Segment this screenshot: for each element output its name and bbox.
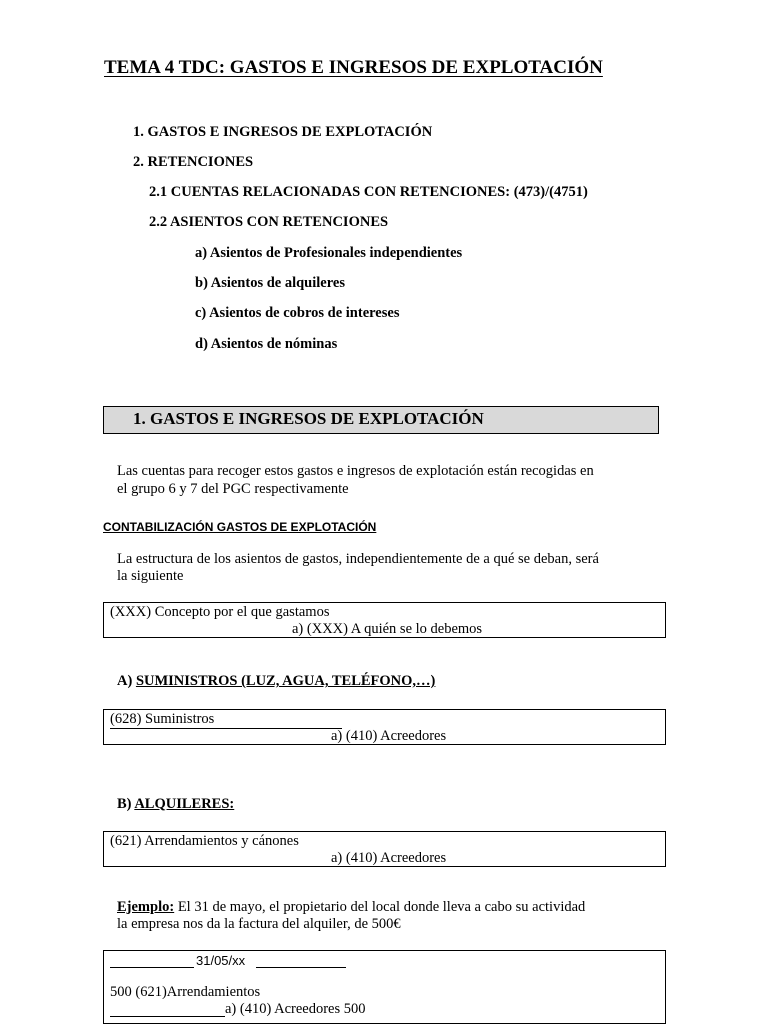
suministros-prefix: A) [117,673,136,689]
contabilizacion-heading: CONTABILIZACIÓN GASTOS DE EXPLOTACIÓN [103,520,377,534]
suministros-credit: a) (410) Acreedores [331,728,447,744]
toc-item-2-2: 2.2 ASIENTOS CON RETENCIONES [149,214,389,230]
generic-entry-credit: a) (XXX) A quién se lo debemos [292,621,483,637]
alquileres-debit: (621) Arrendamientos y cánones [110,833,299,849]
generic-entry-box [103,602,666,638]
intro-line-1: Las cuentas para recoger estos gastos e ingresos de explotación están recogidas en [117,463,594,479]
credit-rule-left [110,1016,225,1017]
ejemplo-line-1 [117,899,585,916]
ejemplo-debit: 500 (621)Arrendamientos [110,984,261,1000]
toc-item-b: b) Asientos de alquileres [195,275,345,291]
toc-item-c: c) Asientos de cobros de intereses [195,305,400,321]
ejemplo-entry-box [103,950,666,1024]
ejemplo-credit: a) (410) Acreedores 500 [225,1001,366,1017]
generic-entry-debit: (XXX) Concepto por el que gastamos [110,604,330,620]
suministros-title: SUMINISTROS (LUZ, AGUA, TELÉFONO,…) [135,673,436,689]
suministros-heading [117,673,435,690]
toc-item-a: a) Asientos de Profesionales independientes [195,245,463,261]
section-heading-box [103,406,659,434]
ejemplo-line-2: la empresa nos da la factura del alquiler, de 500€ [117,916,401,932]
date-rule-right [256,967,346,968]
alquileres-prefix: B) [117,796,135,812]
suministros-debit: (628) Suministros [110,711,215,727]
suministros-rule [110,728,342,729]
alquileres-credit: a) (410) Acreedores [331,850,447,866]
intro-line-2: el grupo 6 y 7 del PGC respectivamente [117,481,349,497]
toc-item-1: 1. GASTOS E INGRESOS DE EXPLOTACIÓN [133,124,433,140]
estructura-line-2: la siguiente [117,568,184,584]
toc-item-d: d) Asientos de nóminas [195,336,338,352]
ejemplo-label: Ejemplo: [117,899,175,915]
alquileres-title: ALQUILERES: [134,796,235,812]
alquileres-heading [117,796,234,813]
toc-item-2-1: 2.1 CUENTAS RELACIONADAS CON RETENCIONES: (473)/(4751) [149,184,588,200]
alquileres-entry-box [103,831,666,867]
ejemplo-text-1: El 31 de mayo, el propietario del local donde lleva a cabo su actividad [174,899,586,915]
suministros-entry-box [103,709,666,745]
ejemplo-date: 31/05/xx [196,953,246,968]
section-heading: 1. GASTOS E INGRESOS DE EXPLOTACIÓN [133,409,484,428]
estructura-line-1: La estructura de los asientos de gastos, independientemente de a qué se deban, será [117,551,599,567]
date-rule-left [110,967,194,968]
page-title: TEMA 4 TDC: GASTOS E INGRESOS DE EXPLOTACIÓN [104,57,603,78]
toc-item-2: 2. RETENCIONES [133,154,254,170]
